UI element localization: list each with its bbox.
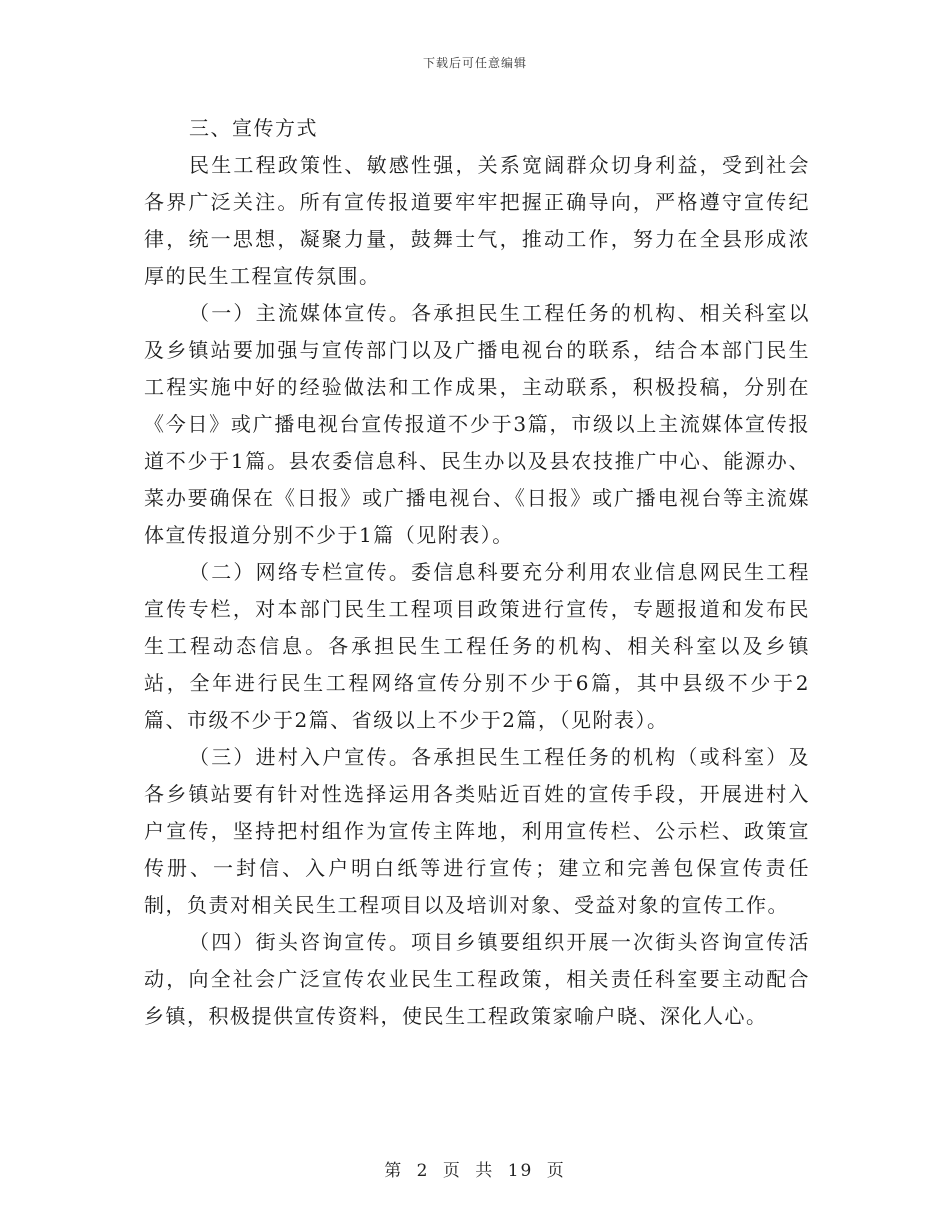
- document-body: [144, 110, 810, 1035]
- paragraph-mainstream-media: （一）主流媒体宣传。各承担民生工程任务的机构、相关科室以及乡镇站要加强与宣传部门以及广播电视台的联系，结合本部门民生工程实施中好的经验做法和工作成果，主动联系，积极投稿，分别在《今日》或广播电视台宣传报道不少于3篇，市级以上主流媒体宣传报道不少于1篇。县农委信息科、民生办以及县农技推广中心、能源办、菜办要确保在《日报》或广播电视台、《日报》或广播电视台等主流媒体宣传报道分别不少于1篇（见附表）。: [144, 301, 810, 547]
- header-note: 下载后可任意编辑: [422, 56, 527, 70]
- page-number: 第 2 页 共 19 页: [384, 1161, 566, 1181]
- paragraph-intro: 民生工程政策性、敏感性强，关系宽阔群众切身利益，受到社会各界广泛关注。所有宣传报道要牢牢把握正确导向，严格遵守宣传纪律，统一思想，凝聚力量，鼓舞士气，推动工作，努力在全县形成浓厚的民生工程宣传氛围。: [144, 153, 810, 288]
- paragraph-street-consultation: （四）街头咨询宣传。项目乡镇要组织开展一次街头咨询宣传活动，向全社会广泛宣传农业民生工程政策，相关责任科室要主动配合乡镇，积极提供宣传资料，使民生工程政策家喻户晓、深化人心。: [144, 930, 810, 1028]
- section-heading: 三、宣传方式: [189, 116, 318, 140]
- paragraph-village-household: （三）进村入户宣传。各承担民生工程任务的机构（或科室）及各乡镇站要有针对性选择运用各类贴近百姓的宣传手段，开展进村入户宣传，坚持把村组作为宣传主阵地，利用宣传栏、公示栏、政策宣传册、一封信、入户明白纸等进行宣传；建立和完善包保宣传责任制，负责对相关民生工程项目以及培训对象、受益对象的宣传工作。: [144, 745, 810, 917]
- paragraph-online-column: （二）网络专栏宣传。委信息科要充分利用农业信息网民生工程宣传专栏，对本部门民生工程项目政策进行宣传，专题报道和发布民生工程动态信息。各承担民生工程任务的机构、相关科室以及乡镇站，全年进行民生工程网络宣传分别不少于6篇，其中县级不少于2篇、市级不少于2篇、省级以上不少于2篇，（见附表）。: [144, 560, 810, 732]
